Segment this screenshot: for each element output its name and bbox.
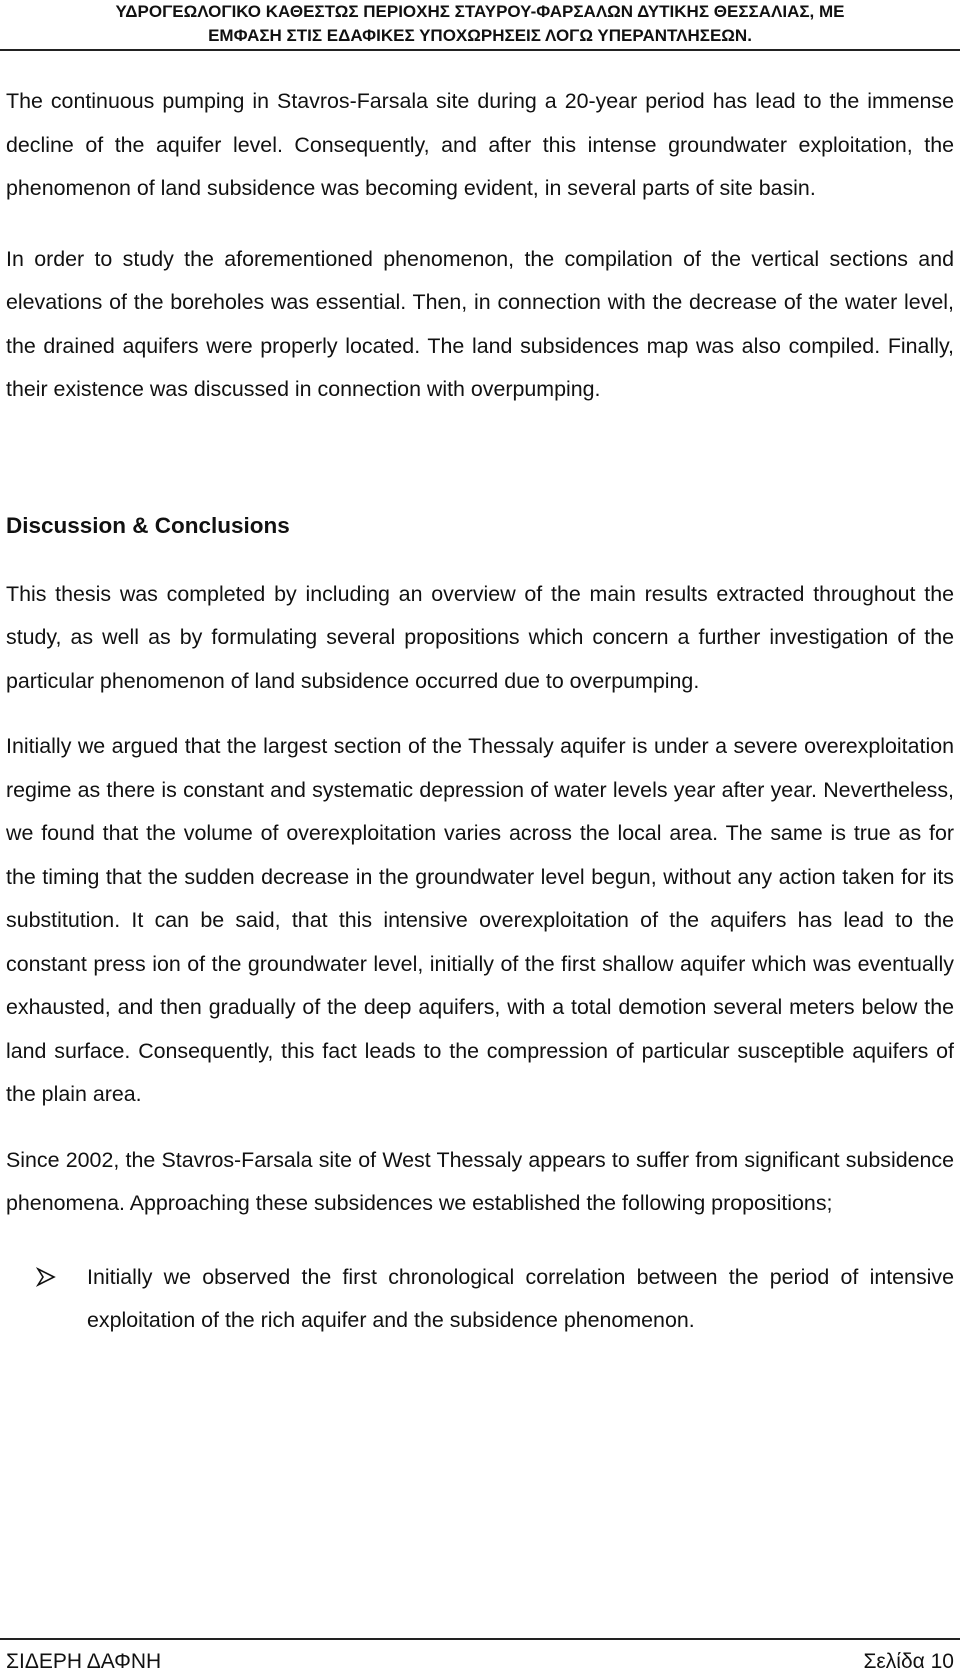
arrow-bullet-icon bbox=[36, 1267, 56, 1287]
paragraph-study: In order to study the aforementioned phenomenon, the compilation of the vertical sections and elevations of the boreholes was essential. Then, in connection with the decrease of the water level, the drained aquifers were properly located. The land subsidences map was also compiled. Finally, their existence was discussed in connection with overpumping. bbox=[6, 246, 954, 401]
footer-author: ΣΙΔΕΡΗ ΔΑΦΝΗ bbox=[6, 1650, 162, 1673]
footer-page-number: Σελίδα 10 bbox=[863, 1650, 954, 1673]
section-heading-discussion: Discussion & Conclusions bbox=[6, 512, 290, 538]
bullet-text: Initially we observed the first chronological correlation between the period of intensive exploitation of the rich aquifer and the subsidence phenomenon. bbox=[87, 1264, 954, 1332]
header-divider bbox=[0, 49, 960, 51]
page-footer bbox=[0, 1638, 960, 1676]
header-title-line-1: ΥΔΡΟΓΕΩΛΟΓΙΚΟ ΚΑΘΕΣΤΩΣ ΠΕΡΙΟΧΗΣ ΣΤΑΥΡΟΥ-ΦΑΡΣΑΛΩΝ ΔΥΤΙΚΗΣ ΘΕΣΣΑΛΙΑΣ, ΜΕ bbox=[115, 2, 845, 21]
footer-divider bbox=[0, 1638, 960, 1640]
list-item bbox=[6, 1256, 954, 1343]
header-title-line-2: ΕΜΦΑΣΗ ΣΤΙΣ ΕΔΑΦΙΚΕΣ ΥΠΟΧΩΡΗΣΕΙΣ ΛΟΓΩ ΥΠΕΡΑΝΤΛΗΣΕΩΝ. bbox=[208, 26, 752, 45]
paragraph-pumping: The continuous pumping in Stavros-Farsala site during a 20-year period has lead to the immense decline of the aquifer level. Consequently, and after this intense groundwater exploitation, the phenomenon of land subsidence was becoming evident, in several parts of site basin. bbox=[6, 89, 954, 200]
paragraph-propositions: Since 2002, the Stavros-Farsala site of West Thessaly appears to suffer from significant subsidence phenomena. Approaching these subsidences we established the following propositions; bbox=[6, 1147, 954, 1215]
page-body bbox=[6, 80, 954, 1343]
page-header bbox=[0, 0, 960, 50]
paragraph-thesis-overview: This thesis was completed by including an overview of the main results extracted throughout the study, as well as by formulating several propositions which concern a further investigation of the particular phenomenon of land subsidence occurred due to overpumping. bbox=[6, 581, 954, 693]
paragraph-overexploitation: Initially we argued that the largest section of the Thessaly aquifer is under a severe overexploitation regime as there is constant and systematic depression of water levels year after year. Nevertheless, we found that the volume of overexploitation varies across the local area. The same is true as for the timing that the sudden decrease in the groundwater level begun, without any action taken for its substitution. It can be said, that this intensive overexploitation of the aquifers has lead to the constant press ion of the groundwater level, initially of the first shallow aquifer which was eventually exhausted, and then gradually of the deep aquifers, with a total demotion several meters below the land surface. Consequently, this fact leads to the compression of particular susceptible aquifers of the plain area. bbox=[6, 734, 954, 1106]
